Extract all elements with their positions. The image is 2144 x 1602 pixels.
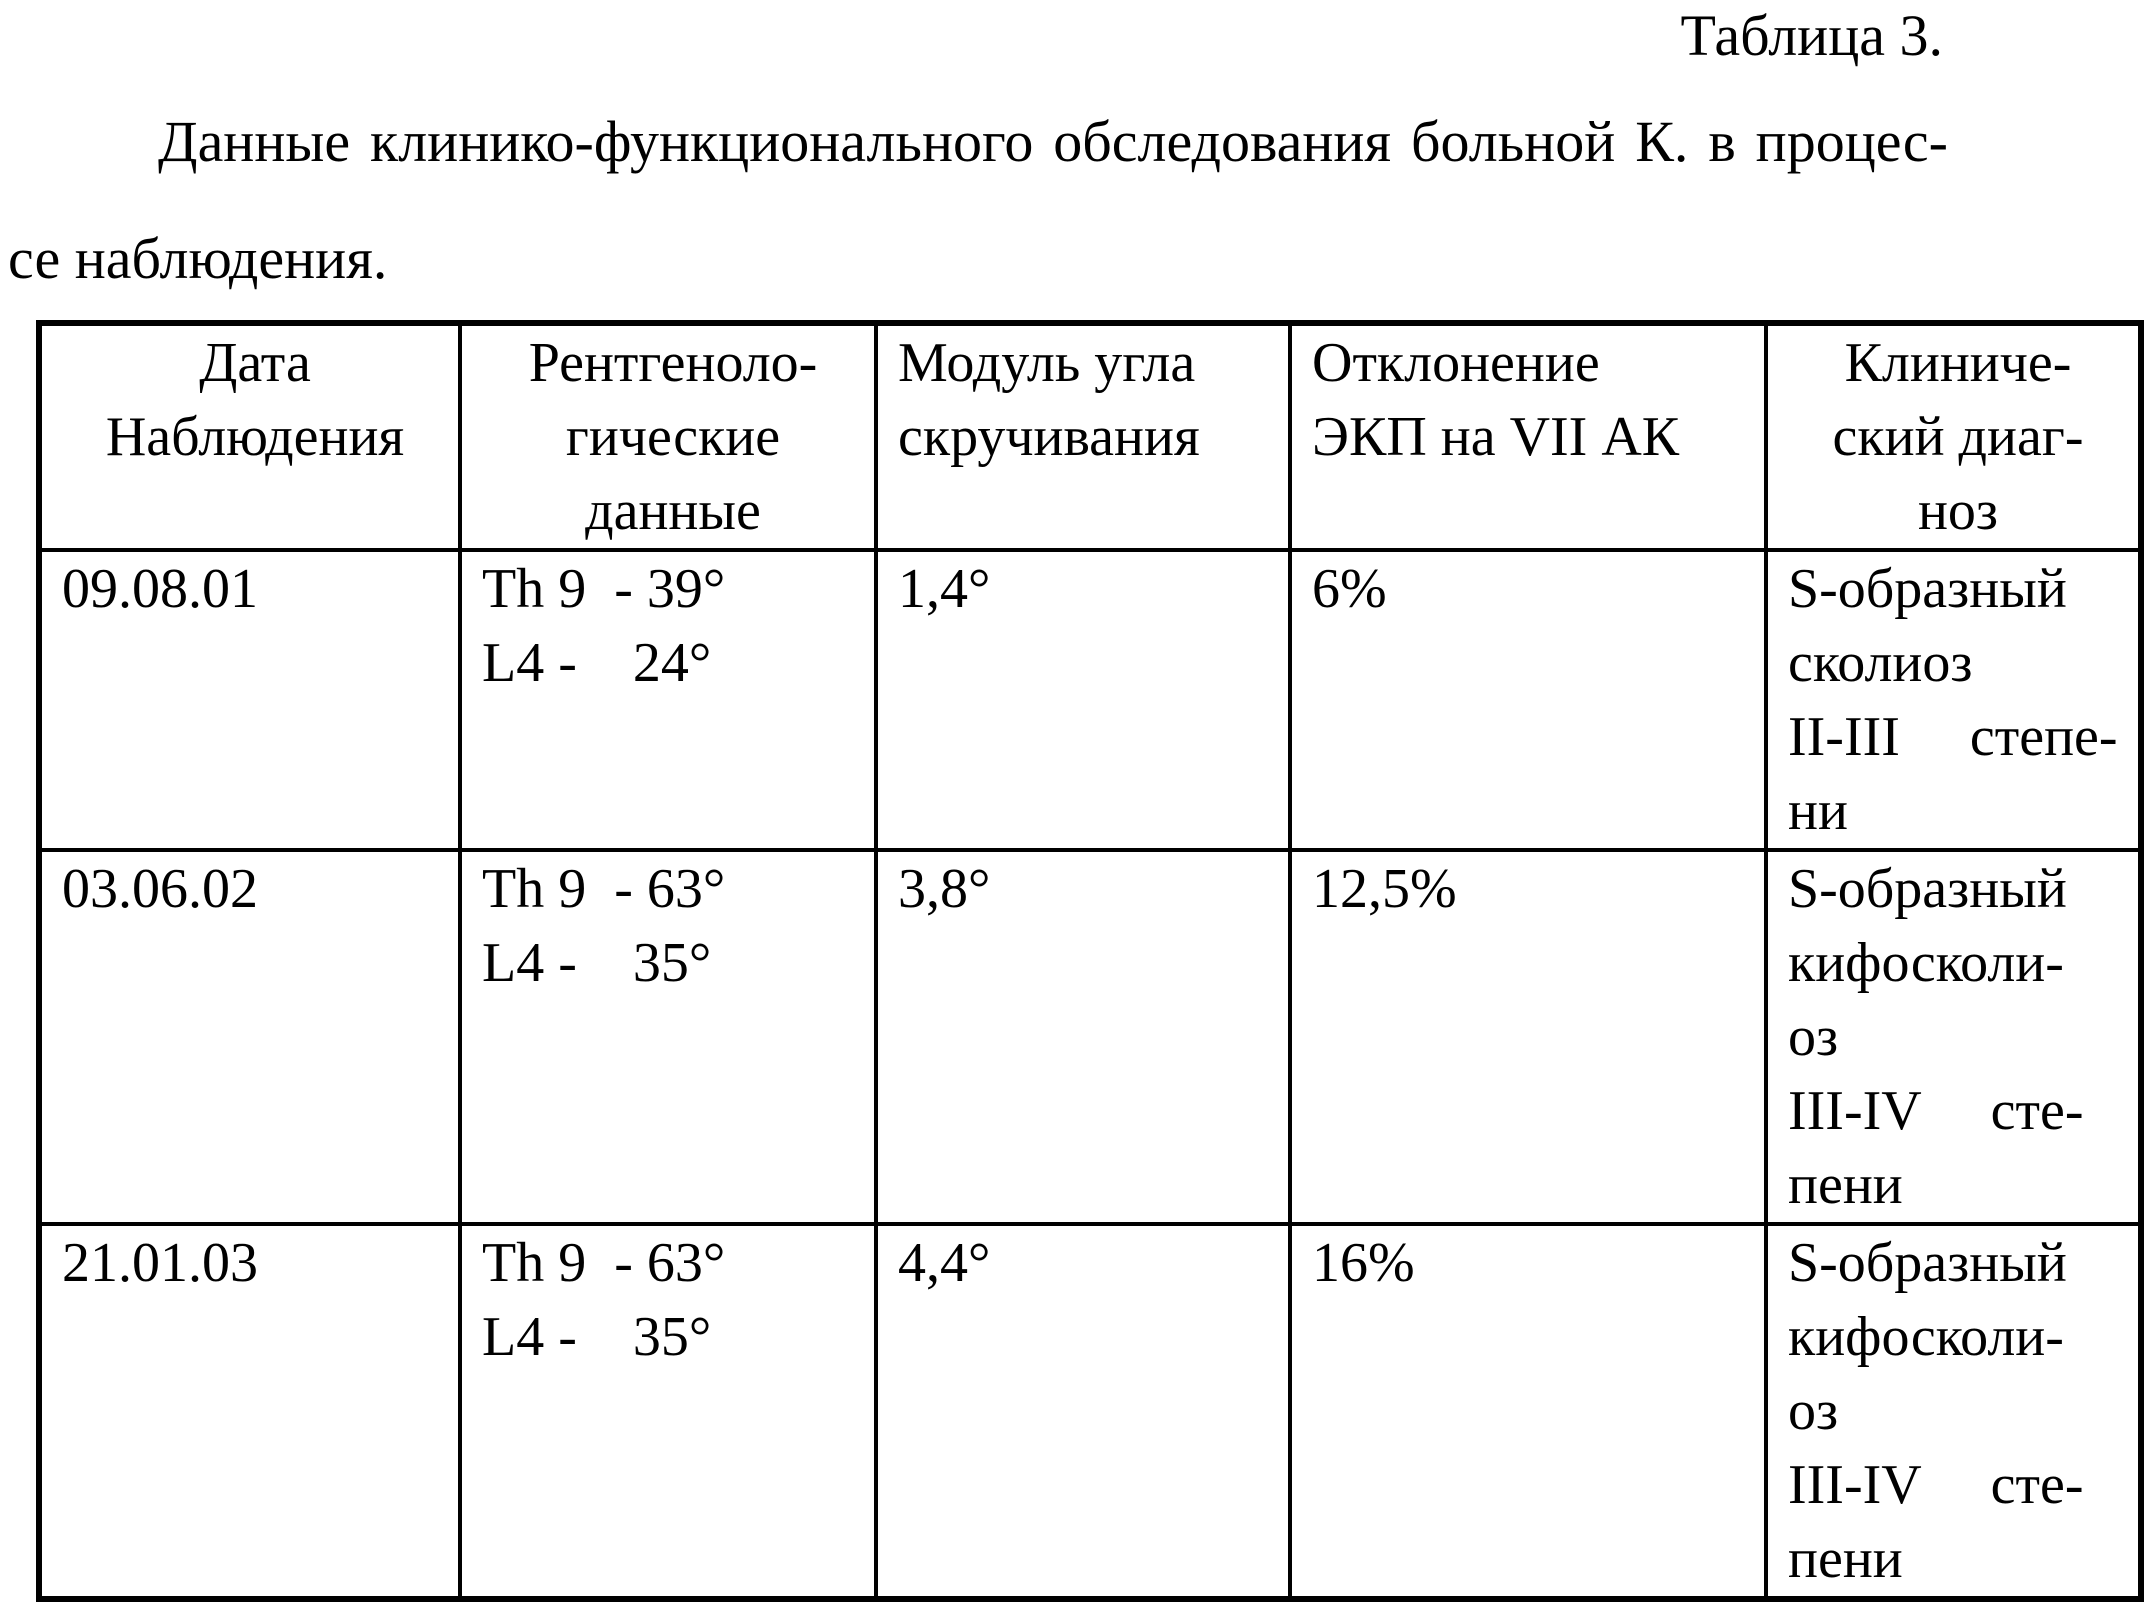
cell-diagnosis: S-образный кифосколи- оз III-IV сте- пени xyxy=(1766,1224,2141,1599)
table-header-row xyxy=(39,323,2141,550)
cell-ekp-deviation: 12,5% xyxy=(1290,850,1766,1224)
cell-twist-angle: 4,4° xyxy=(876,1224,1290,1599)
cell-diagnosis: S-образный сколиоз II-III степе- ни xyxy=(1766,550,2141,850)
cell-diagnosis: S-образный кифосколи- оз III-IV сте- пени xyxy=(1766,850,2141,1224)
cell-twist-angle: 3,8° xyxy=(876,850,1290,1224)
cell-date: 03.06.02 xyxy=(39,850,460,1224)
header-cell-observation-date: Дата Наблюдения xyxy=(39,323,460,550)
clinical-data-table xyxy=(36,320,2144,1602)
header-cell-twist-angle-module: Модуль угла скручивания xyxy=(876,323,1290,550)
cell-ekp-deviation: 16% xyxy=(1290,1224,1766,1599)
cell-xray-data: Th 9 - 63° L4 - 35° xyxy=(460,850,876,1224)
table-row xyxy=(39,1224,2141,1599)
cell-date: 09.08.01 xyxy=(39,550,460,850)
table-row xyxy=(39,550,2141,850)
header-cell-clinical-diagnosis: Клиниче- ский диаг- ноз xyxy=(1766,323,2141,550)
table-row xyxy=(39,850,2141,1224)
header-cell-radiological-data: Рентгеноло- гические данные xyxy=(460,323,876,550)
cell-twist-angle: 1,4° xyxy=(876,550,1290,850)
cell-ekp-deviation: 6% xyxy=(1290,550,1766,850)
intro-paragraph-line-2: се наблюдения. xyxy=(8,226,388,291)
cell-xray-data: Th 9 - 63° L4 - 35° xyxy=(460,1224,876,1599)
table-caption: Таблица 3. xyxy=(1680,3,1943,68)
header-cell-ekp-deviation: Отклонение ЭКП на VII АК xyxy=(1290,323,1766,550)
cell-date: 21.01.03 xyxy=(39,1224,460,1599)
intro-paragraph-line-1: Данные клинико-функционального обследования больной К. в процес- xyxy=(158,109,1948,174)
cell-xray-data: Th 9 - 39° L4 - 24° xyxy=(460,550,876,850)
